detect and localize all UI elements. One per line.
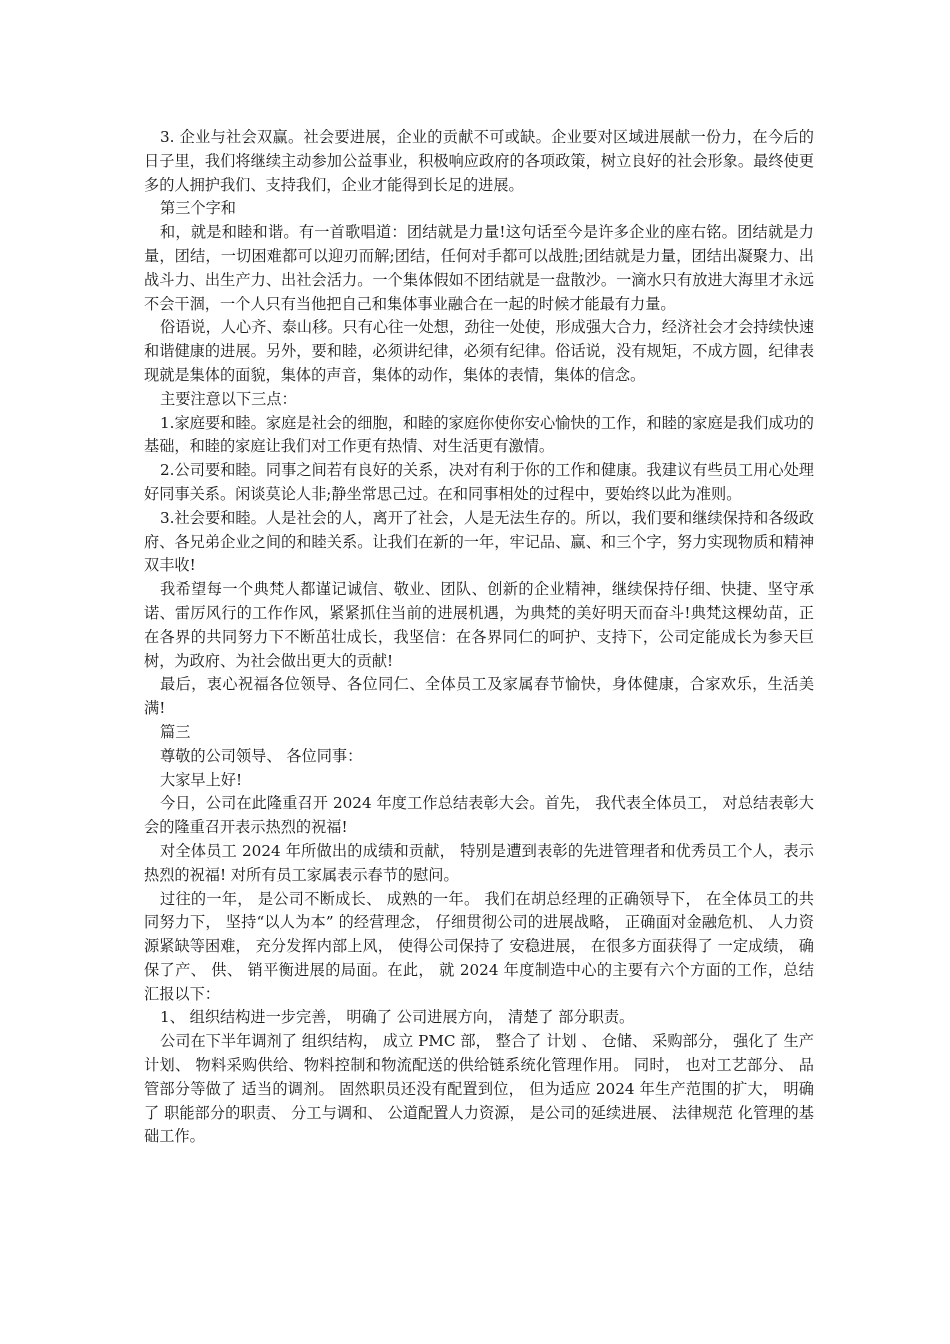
paragraph-4: 主要注意以下三点： [160, 389, 297, 408]
paragraph-8: 对全体员工 2024 年所做出的成绩和贡献， 特别是遭到表彰的先进管理者和优秀员工个人，表示热烈的祝福! 对所有员工家属表示春节的慰问。 [144, 841, 814, 884]
paragraph-2: 和，就是和睦和谐。有一首歌唱道：团结就是力量!这句话至今是许多企业的座右铭。团结就是力量，团结，一切困难都可以迎刃而解;团结，任何对手都可以战胜;团结就是力量，团结出凝聚力、出战斗力、出生产力、出社会活力。一个集体假如不团结就是一盘散沙。一滴水只有放进大海里才永远不会干涸，一个人只有当他把自己和集体事业融合在一起的时候才能最有力量。 [144, 223, 814, 313]
list-item-2: 2.公司要和睦。同事之间若有良好的关系，决对有利于你的工作和健康。我建议有些员工用心处理好同事关系。闲谈莫论人非;静坐常思己过。在和同事相处的过程中，要始终以此为准则。 [144, 461, 814, 503]
document-body [144, 126, 814, 1149]
paragraph-9: 过往的一年， 是公司不断成长、 成熟的一年。 我们在胡总经理的正确领导下， 在全体员工的共同努力下， 坚持“以人为本” 的经营理念， 仔细贯彻公司的进展战略， 正确面对金融危机、 人力资源紧缺等困难， 充分发挥内部上风， 使得公司保持了 安稳进展， 在很多方面获得了 一定成绩， 确保了产、 供、 销平衡进展的局面。在此， 就 2024 年度制造中心的主要有六个方面的工作，总结汇报以下： [144, 889, 814, 1003]
list-item-1: 1.家庭要和睦。家庭是社会的细胞，和睦的家庭你使你安心愉快的工作，和睦的家庭是我们成功的基础，和睦的家庭让我们对工作更有热情、对生活更有激情。 [144, 413, 814, 456]
paragraph-6: 最后，衷心祝福各位领导、各位同仁、全体员工及家属春节愉快，身体健康，合家欢乐，生活美满! [144, 675, 814, 718]
paragraph-3: 俗语说，人心齐、泰山移。只有心往一处想，劲往一处使，形成强大合力，经济社会才会持续快速和谐健康的进展。另外，要和睦，必须讲纪律，必须有纪律。俗话说，没有规矩，不成方圆，纪律表现就是集体的面貌，集体的声音，集体的动作，集体的表情，集体的信念。 [144, 318, 814, 384]
paragraph-7: 今日，公司在此隆重召开 2024 年度工作总结表彰大会。首先， 我代表全体员工， 对总结表彰大会的隆重召开表示热烈的祝福! [144, 794, 814, 837]
paragraph-1: 3. 企业与社会双赢。社会要进展，企业的贡献不可或缺。企业要对区域进展献一份力，在今后的日子里，我们将继续主动参加公益事业，积极响应政府的各项政策，树立良好的社会形象。最终使更多的人拥护我们、支持我们，企业才能得到长足的进展。 [144, 128, 814, 194]
paragraph-10: 1、 组织结构进一步完善， 明确了 公司进展方向， 清楚了 部分职责。 [160, 1008, 635, 1027]
paragraph-11: 公司在下半年调剂了 组织结构， 成立 PMC 部， 整合了 计划 、 仓储、 采购部分， 强化了 生产计划、 物料采购供给、物料控制和物流配送的供给链系统化管理作用。 同时， 也对工艺部分、 品管部分等做了 适当的调剂。 固然职员还没有配置到位， 但为适应 2024 年生产范围的扩大， 明确了 职能部分的职责、 分工与调和、 公道配置人力资源， 是公司的延续进展、 法律规范 化管理的基础工作。 [144, 1032, 814, 1146]
section-heading: 篇三 [160, 722, 191, 741]
heading-third-character: 第三个字和 [160, 199, 236, 218]
paragraph-5: 我希望每一个典梵人都谨记诚信、敬业、团队、创新的企业精神，继续保持仔细、快捷、坚守承诺、雷厉风行的工作作风，紧紧抓住当前的进展机遇，为典梵的美好明天而奋斗!典梵这棵幼苗，正在各界的共同努力下不断茁壮成长，我坚信：在各界同仁的呵护、支持下，公司定能成长为参天巨树，为政府、为社会做出更大的贡献! [144, 580, 814, 670]
greeting: 大家早上好! [160, 770, 243, 789]
salutation: 尊敬的公司领导、 各位同事： [160, 746, 363, 765]
list-item-3: 3.社会要和睦。人是社会的人，离开了社会，人是无法生存的。所以，我们要和继续保持和各级政府、各兄弟企业之间的和睦关系。让我们在新的一年，牢记品、赢、和三个字，努力实现物质和精神双丰收! [144, 508, 814, 575]
